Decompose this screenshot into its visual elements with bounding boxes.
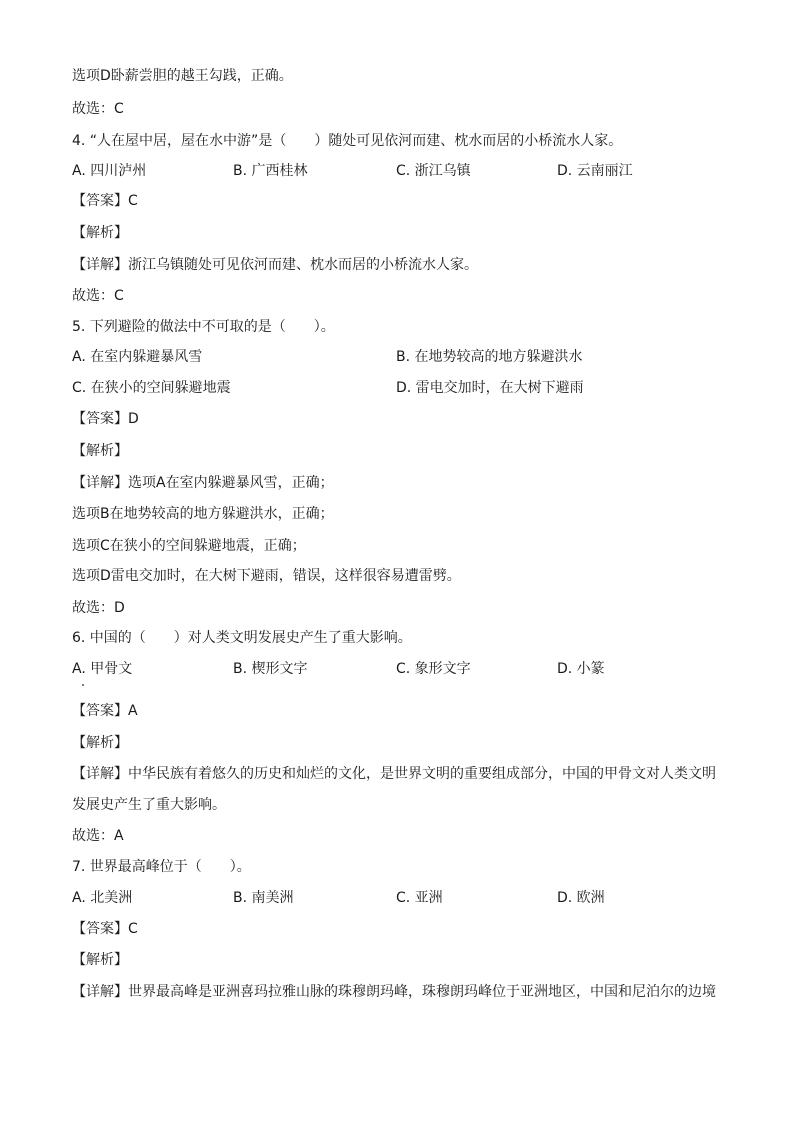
question-7-option-b: B. 南美洲 bbox=[233, 890, 294, 906]
question-7-option-c: C. 亚洲 bbox=[396, 890, 443, 906]
question-5-detail-1: 【详解】选项A在室内躲避暴风雪，正确； bbox=[72, 475, 334, 491]
question-6-detail-2: 发展史产生了重大影响。 bbox=[72, 797, 226, 813]
question-4-detail: 【详解】浙江乌镇随处可见依河而建、枕水而居的小桥流水人家。 bbox=[72, 257, 478, 273]
question-5-option-a: A. 在室内躲避暴风雪 bbox=[72, 349, 203, 365]
question-5-option-c: C. 在狭小的空间躲避地震 bbox=[72, 380, 231, 396]
question-6-option-a: A. 甲骨文 bbox=[72, 661, 133, 677]
question-5-analysis-heading: 【解析】 bbox=[72, 443, 128, 459]
question-5-option-d: D. 雷电交加时，在大树下避雨 bbox=[396, 380, 584, 396]
selection-line: 故选：C bbox=[72, 101, 124, 117]
question-4-option-c: C. 浙江乌镇 bbox=[396, 163, 471, 179]
question-6-option-d: D. 小篆 bbox=[557, 661, 605, 677]
question-7-analysis-heading: 【解析】 bbox=[72, 952, 128, 968]
question-6-detail-1: 【详解】中华民族有着悠久的历史和灿烂的文化，是世界文明的重要组成部分，中国的甲骨文对人类文明 bbox=[72, 766, 716, 782]
question-4-selection: 故选：C bbox=[72, 288, 124, 304]
question-4: 4. “人在屋中居，屋在水中游”是（ ）随处可见依河而建、枕水而居的小桥流水人家。 bbox=[72, 133, 623, 149]
question-5: 5. 下列避险的做法中不可取的是（ ）。 bbox=[72, 319, 335, 335]
question-5-answer: 【答案】D bbox=[72, 411, 139, 427]
question-6-option-c: C. 象形文字 bbox=[396, 661, 471, 677]
question-7-option-d: D. 欧洲 bbox=[557, 890, 605, 906]
question-7-detail-1: 【详解】世界最高峰是亚洲喜玛拉雅山脉的珠穆朗玛峰，珠穆朗玛峰位于亚洲地区，中国和尼泊尔的边境 bbox=[72, 984, 716, 1000]
question-4-analysis-heading: 【解析】 bbox=[72, 225, 128, 241]
question-6-selection: 故选：A bbox=[72, 828, 124, 844]
question-6-option-b: B. 楔形文字 bbox=[233, 661, 308, 677]
question-6: 6. 中国的（ ）对人类文明发展史产生了重大影响。 bbox=[72, 630, 412, 646]
question-5-option-b: B. 在地势较高的地方躲避洪水 bbox=[396, 349, 583, 365]
question-5-detail-4: 选项D雷电交加时，在大树下避雨，错误，这样很容易遭雷劈。 bbox=[72, 568, 461, 584]
explanation-line: 选项D卧薪尝胆的越王勾践，正确。 bbox=[72, 68, 293, 84]
question-6-analysis-heading: 【解析】 bbox=[72, 735, 128, 751]
question-7-option-a: A. 北美洲 bbox=[72, 890, 133, 906]
question-4-option-d: D. 云南丽江 bbox=[557, 163, 633, 179]
question-4-option-b: B. 广西桂林 bbox=[233, 163, 308, 179]
question-6-answer: 【答案】A bbox=[72, 703, 138, 719]
question-5-detail-2: 选项B在地势较高的地方躲避洪水，正确； bbox=[72, 506, 334, 522]
question-7-answer: 【答案】C bbox=[72, 921, 138, 937]
question-7: 7. 世界最高峰位于（ ）。 bbox=[72, 859, 251, 875]
question-4-answer: 【答案】C bbox=[72, 193, 138, 209]
question-4-option-a: A. 四川泸州 bbox=[72, 163, 147, 179]
stray-mark bbox=[82, 684, 84, 686]
question-5-detail-3: 选项C在狭小的空间躲避地震，正确； bbox=[72, 538, 306, 554]
question-5-selection: 故选：D bbox=[72, 600, 125, 616]
